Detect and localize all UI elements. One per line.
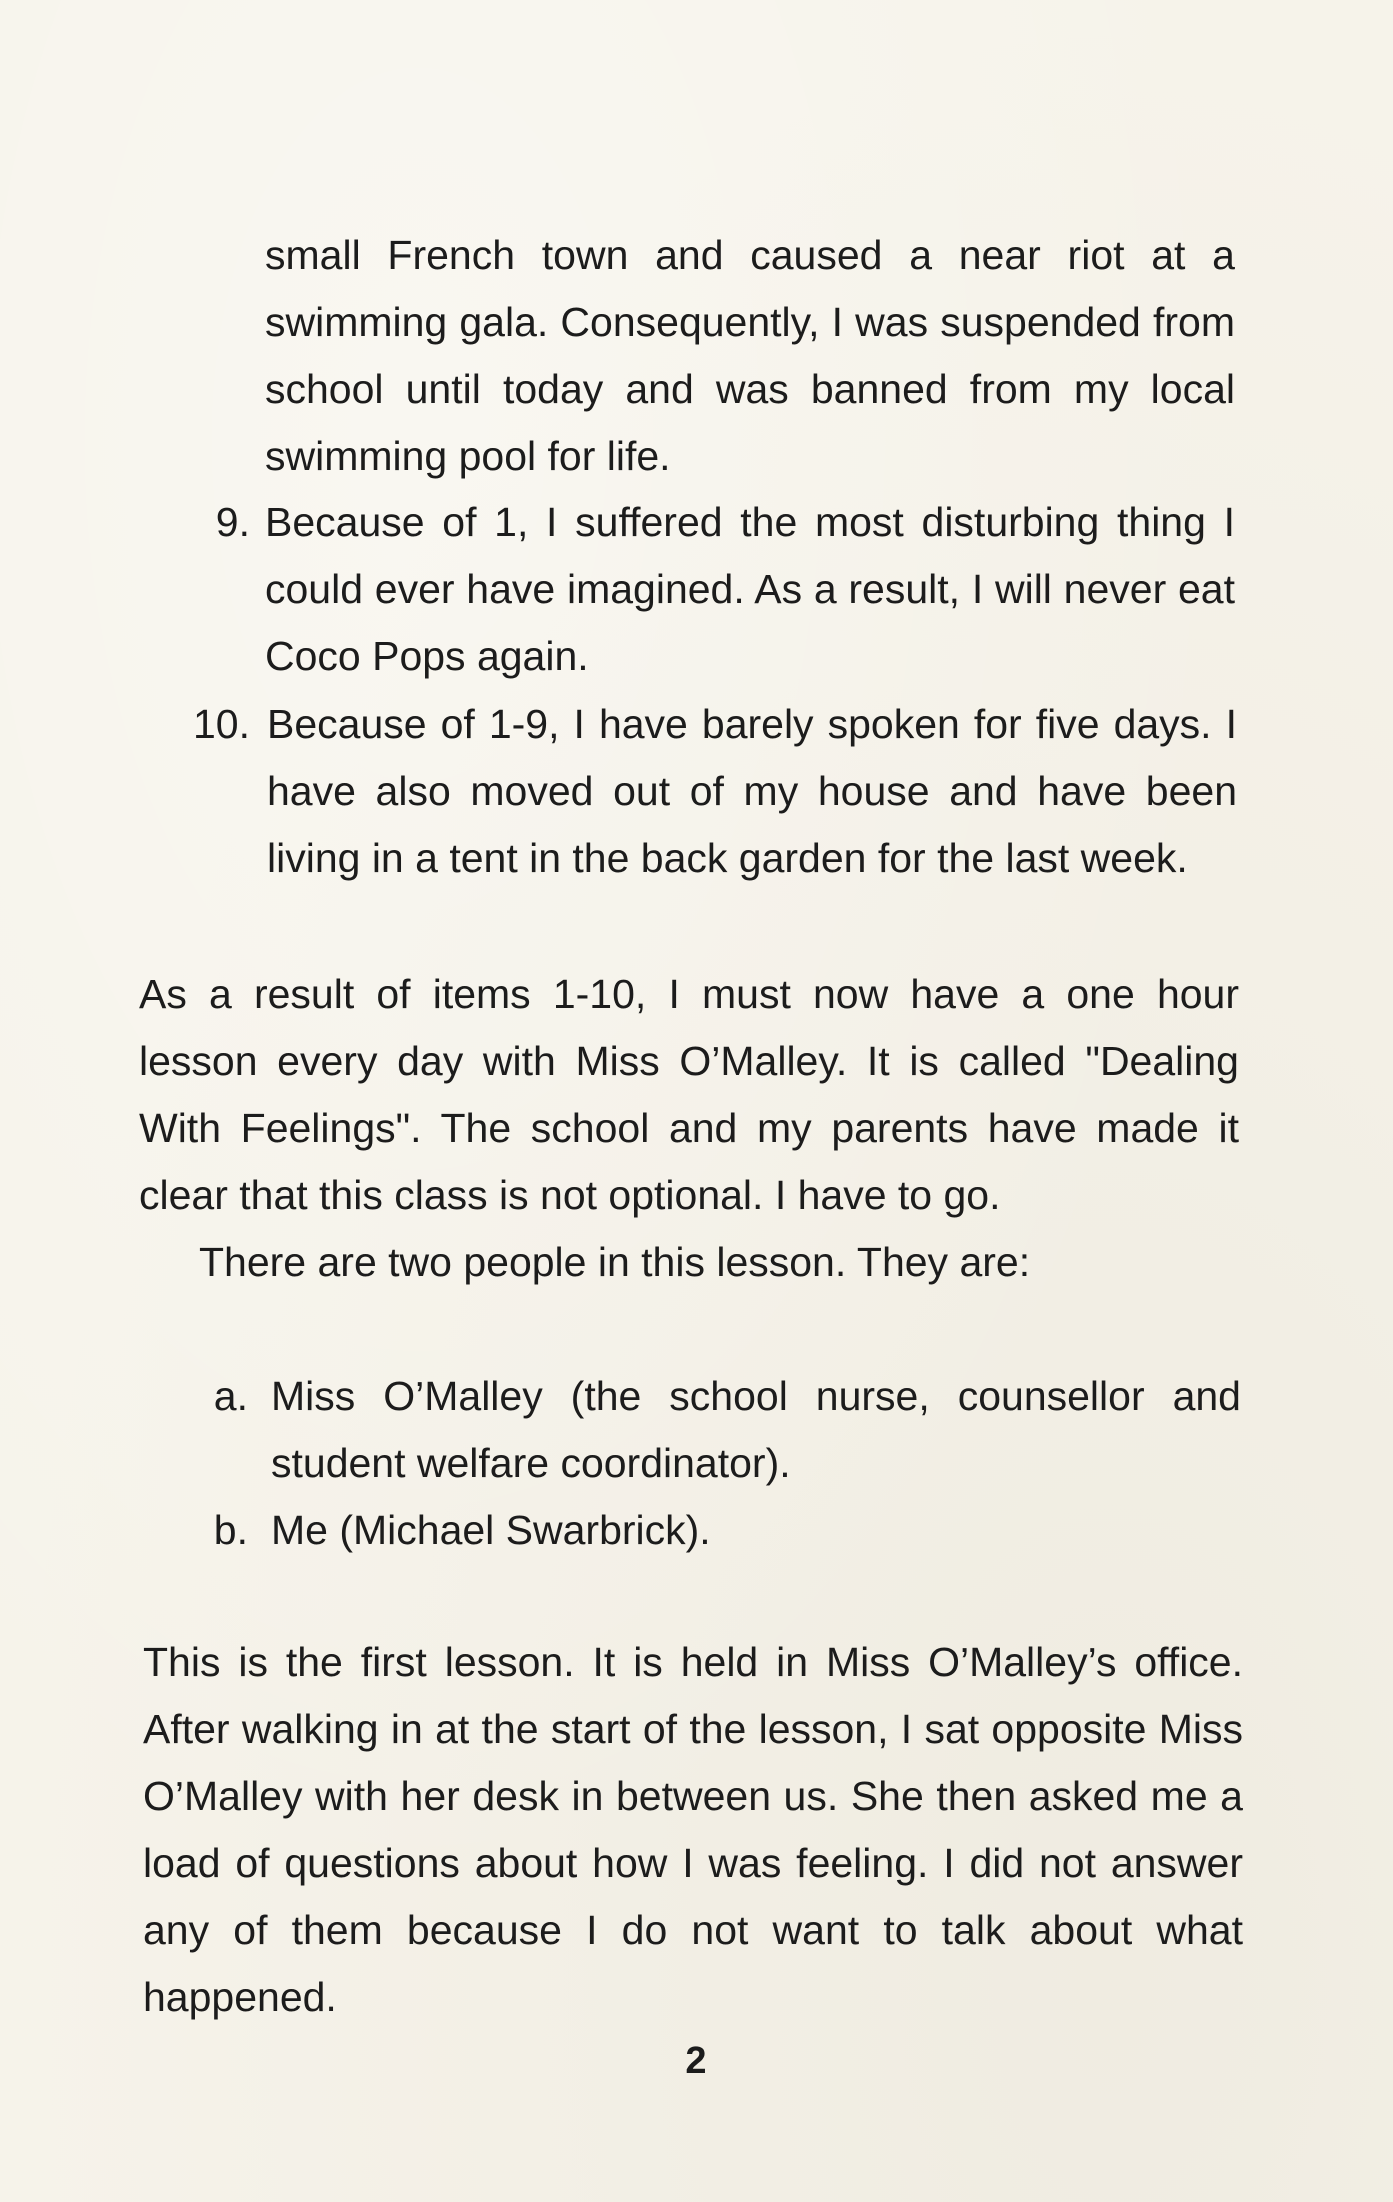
continuation-paragraph: small French town and caused a near riot at a swimming gala. Consequently, I was suspended from school until today and was banned from my local swimming pool for life.	[265, 232, 1235, 479]
list-letter: a.	[213, 1373, 248, 1419]
list-letter: b.	[213, 1507, 248, 1553]
list-item-text: Because of 1-9, I have barely spoken for five days. I have also moved out of my house and have been living in a tent in the back garden for the last week.	[267, 701, 1237, 881]
paragraph-first-lesson: This is the first lesson. It is held in Miss O’Malley’s office. After walking in at the start of the lesson, I sat opposite Miss O’Malley with her desk in between us. She then asked me a load of questions about how I was feeling. I did not answer any of them because I do not want to talk about what happened.	[143, 1639, 1243, 2020]
paragraph-lesson: As a result of items 1-10, I must now have a one hour lesson every day with Miss O’Malley. It is called "Dealing With Feelings". The school and my parents have made it clear that this class is not optional. I have to go.	[139, 971, 1239, 1218]
list-number: 10.	[193, 701, 250, 747]
list-item-text: Because of 1, I suffered the most disturbing thing I could ever have imagined. As a result, I will never eat Coco Pops again.	[265, 499, 1235, 679]
lettered-list-item-a	[190, 1363, 1241, 1497]
numbered-list-item-9	[180, 489, 1235, 690]
list-item-text: Miss O’Malley (the school nurse, counsellor and student welfare coordinator).	[271, 1373, 1241, 1486]
list-item-text: Me (Michael Swarbrick).	[271, 1507, 711, 1553]
numbered-list-item-10	[180, 691, 1237, 892]
paragraph-two-people: There are two people in this lesson. They are:	[199, 1239, 1031, 1285]
lettered-list-item-b	[190, 1497, 1241, 1564]
page-number: 2	[685, 2040, 707, 2082]
list-number: 9.	[215, 499, 250, 545]
